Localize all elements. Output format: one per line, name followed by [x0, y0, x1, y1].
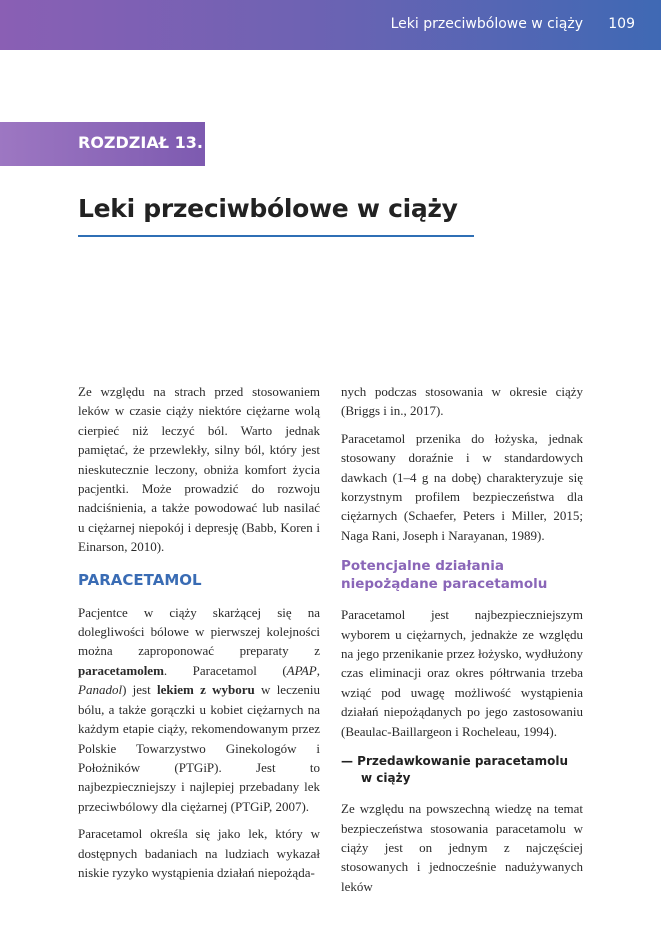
- side-effects-paragraph: Paracetamol jest najbezpieczniejszym wyborem u ciężarnych, jednakże ze względu na jego przenikanie przez łożysko, wydłużony czas eliminacji oraz okres półtrwania trzeba wziąć pod uwagę możliwość wystąpienia działań niepożądanych po jego zastosowaniu (Beaulac-Baillargeon i Rocheleau, 1994).: [341, 607, 583, 739]
- italic-term-apap: APAP: [286, 662, 317, 678]
- chapter-title: Leki przeciwbólowe w ciąży: [78, 194, 458, 223]
- intro-paragraph: Ze względu na strach przed stosowaniem leków w czasie ciąży niektóre ciężarne wolą cierpieć niż leczyć ból. Warto jednak pamiętać, że przewlekły, silny ból, który jest nieskutecznie leczony, obniża komfort życia pacjentki. Może prowadzić do rozwoju nadciśnienia, a także powodować lub nasilać u ciężarnej niepokój i depresję (Babb, Koren i Einarson, 2010).: [78, 384, 320, 555]
- page-number: 109: [608, 16, 635, 32]
- placenta-paragraph: Paracetamol przenika do łożyska, jednak stosowany doraźnie i w standardowych dawkach (1–4 g na dobę) charakteryzuje się korzystnym profilem bezpieczeństwa dla ciężarnych (Schaefer, Peters i Miller, 2015; Naga Rani, Joseph i Narayanan, 1989).: [341, 430, 583, 543]
- text-run: w leczeniu bólu, a także gorączki u kobiet ciężarnych na każdym etapie ciąży, rekomendowanym przez Polskie Towarzystwo Ginekologów i Położników (PTGiP). Jest to najbezpieczniejszy i najlepiej przebadany lek przeciwbólowy dla ciężarnej (PTGiP, 2007).: [78, 682, 320, 814]
- bold-term-drug-of-choice: lekiem z wyboru: [157, 682, 255, 698]
- chapter-label-band: [0, 122, 205, 166]
- italic-term-panadol: Panadol: [78, 682, 123, 698]
- subheading-line-2: niepożądane paracetamolu: [341, 576, 548, 593]
- subheading-line-1: Potencjalne działania: [341, 558, 504, 575]
- overdose-paragraph: Ze względu na powszechną wiedzę na temat bezpieczeństwa stosowania paracetamolu w ciąży jest on jednym z najczęściej stosowanych i jednocześnie nadużywanych leków: [341, 801, 583, 894]
- subsub-line-1: — Przedawkowanie paracetamolu: [341, 754, 569, 769]
- title-underline: [78, 235, 474, 237]
- subheading-side-effects: [341, 557, 583, 593]
- subsub-line-2: w ciąży: [361, 771, 411, 786]
- running-header: [0, 0, 661, 50]
- chapter-label: ROZDZIAŁ 13.: [78, 133, 203, 152]
- left-column: [78, 382, 320, 890]
- running-title: Leki przeciwbólowe w ciąży: [390, 16, 583, 32]
- right-column: [341, 382, 583, 904]
- text-run: ,: [316, 662, 320, 678]
- text-run: . Paracetamol (: [163, 662, 287, 678]
- continued-paragraph: nych podczas stosowania w okresie ciąży (Briggs i in., 2017).: [341, 384, 583, 419]
- section-heading-paracetamol: PARACETAMOL: [78, 570, 202, 589]
- text-run: ) jest: [122, 682, 157, 698]
- paracetamol-paragraph-1: [78, 603, 320, 816]
- paracetamol-paragraph-2: Paracetamol określa się jako lek, który w dostępnych badaniach na ludziach wykazał niskie ryzyko wystąpienia działań niepożąda-: [78, 826, 320, 880]
- text-run: Pacjentce w ciąży skarżącej się na dolegliwości bólowe w pierwszej kolejności można zaproponować preparaty z: [78, 604, 320, 659]
- bold-term-paracetamol: paracetamolem: [78, 662, 164, 678]
- subheading-overdose: [341, 753, 583, 787]
